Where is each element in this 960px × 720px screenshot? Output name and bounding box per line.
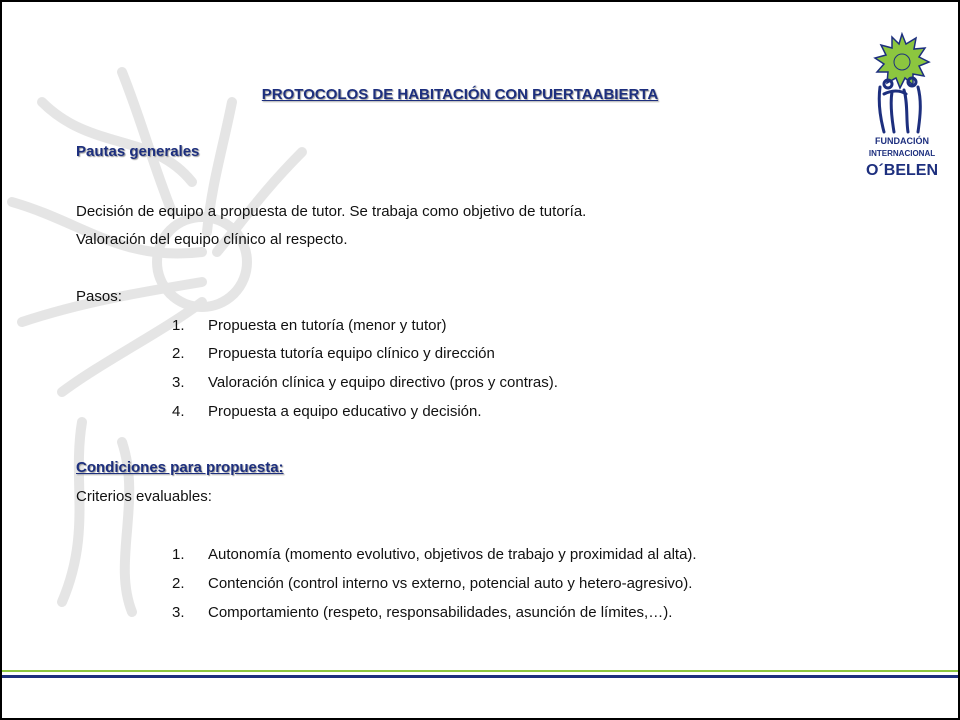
sun-logo-icon: [875, 34, 929, 88]
pasos-item-number: 4.: [172, 403, 185, 420]
pasos-item-text: Propuesta en tutoría (menor y tutor): [208, 317, 447, 334]
pasos-item-text: Valoración clínica y equipo directivo (pros y contras).: [208, 374, 558, 391]
footer-divider-green: [2, 670, 958, 672]
criterios-item: [172, 604, 672, 621]
pautas-heading: Pautas generales: [76, 143, 200, 160]
pasos-item-number: 3.: [172, 374, 185, 391]
criterios-item-text: Contención (control interno vs externo, potencial auto y hetero-agresivo).: [208, 575, 693, 592]
fundacion-logo: [862, 32, 942, 182]
criterios-item: [172, 546, 697, 563]
pautas-line-1: Decisión de equipo a propuesta de tutor. Se trabaja como objetivo de tutoría.: [76, 203, 587, 220]
criterios-label: Criterios evaluables:: [76, 488, 212, 505]
pasos-item-number: 1.: [172, 317, 185, 334]
logo-line-3: O´BELEN: [866, 162, 938, 179]
pasos-item: [172, 403, 482, 420]
pautas-line-2: Valoración del equipo clínico al respecto.: [76, 231, 348, 248]
logo-line-2: INTERNACIONAL: [868, 149, 936, 158]
criterios-item-number: 3.: [172, 604, 185, 621]
pasos-item-number: 2.: [172, 345, 185, 362]
pasos-item: [172, 317, 446, 334]
criterios-item-text: Autonomía (momento evolutivo, objetivos de trabajo y proximidad al alta).: [208, 546, 697, 563]
pasos-item: [172, 374, 558, 391]
condiciones-heading: Condiciones para propuesta:: [76, 459, 284, 476]
criterios-item-text: Comportamiento (respeto, responsabilidades, asunción de límites,…).: [208, 604, 673, 621]
footer-divider-blue: [2, 675, 958, 678]
pasos-item-text: Propuesta a equipo educativo y decisión.: [208, 403, 482, 420]
logo-line-1: FUNDACIÓN: [875, 136, 929, 146]
criterios-item-number: 2.: [172, 575, 185, 592]
page-title: PROTOCOLOS DE HABITACIÓN CON PUERTAABIERTA: [261, 86, 659, 103]
pasos-label: Pasos:: [76, 288, 122, 305]
criterios-item: [172, 575, 692, 592]
criterios-item-number: 1.: [172, 546, 185, 563]
pasos-item: [172, 345, 495, 362]
pasos-item-text: Propuesta tutoría equipo clínico y dirección: [208, 345, 495, 362]
